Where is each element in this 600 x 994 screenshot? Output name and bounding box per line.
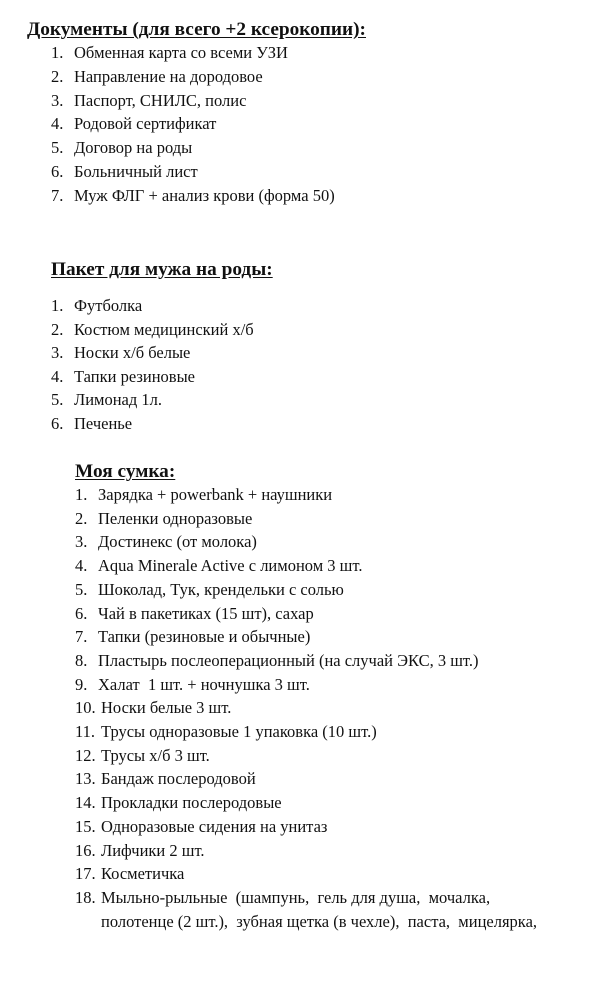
item-number: 3. (51, 90, 64, 110)
item-number: 1. (51, 296, 64, 315)
item-text: Паспорт, СНИЛС, полис (74, 90, 247, 110)
documents-heading: Документы (для всего +2 ксерокопии): (27, 19, 366, 40)
list-item (75, 886, 537, 933)
list-item (75, 649, 537, 673)
list-item (75, 483, 537, 507)
item-text: Aqua Minerale Active с лимоном 3 шт. (98, 556, 363, 576)
item-text: Тапки (резиновые и обычные) (98, 627, 311, 647)
list-item (51, 136, 335, 160)
list-item (75, 507, 537, 531)
item-text: Родовой сертификат (74, 114, 217, 134)
list-item (51, 412, 254, 436)
list-item (75, 862, 537, 886)
item-number: 12. (75, 745, 96, 765)
list-item (75, 815, 537, 839)
item-text: Направление на дородовое (74, 66, 263, 86)
my-bag-list (75, 483, 537, 933)
item-number: 2. (75, 508, 88, 528)
item-text: Чай в пакетиках (15 шт), сахар (98, 603, 314, 623)
item-text: Печенье (74, 413, 133, 433)
item-number: 3. (51, 343, 64, 363)
item-text: Лимонад 1л. (74, 390, 162, 410)
list-item (51, 160, 335, 184)
list-item (75, 578, 537, 602)
list-item (75, 602, 537, 626)
list-item (75, 530, 537, 554)
item-number: 2. (51, 66, 64, 86)
item-number: 15. (75, 816, 96, 836)
husband-pack-list (51, 294, 254, 436)
list-item (75, 767, 537, 791)
item-number: 9. (75, 674, 88, 694)
item-text: Носки белые 3 шт. (101, 698, 232, 718)
item-text: Трусы одноразовые 1 упаковка (10 шт.) (101, 722, 377, 742)
item-text: Одноразовые сидения на унитаз (101, 816, 328, 836)
item-number: 10. (75, 698, 96, 718)
item-text: Зарядка + powerbank + наушники (98, 485, 333, 504)
item-text: Футболка (74, 296, 143, 315)
list-item (75, 744, 537, 768)
list-item (51, 89, 335, 113)
list-item (51, 41, 335, 65)
list-item (51, 365, 254, 389)
item-text: Лифчики 2 шт. (101, 840, 205, 860)
item-text: Достинекс (от молока) (98, 532, 257, 552)
list-item (75, 720, 537, 744)
list-item (75, 625, 537, 649)
item-number: 5. (51, 390, 64, 410)
item-text: Шоколад, Тук, крендельки с солью (98, 579, 344, 599)
documents-list (51, 41, 335, 208)
item-number: 2. (51, 319, 64, 339)
list-item (51, 318, 254, 342)
item-number: 11. (75, 722, 96, 742)
item-number: 1. (75, 485, 88, 504)
item-number: 5. (75, 579, 88, 599)
item-text: Носки х/б белые (74, 343, 191, 363)
list-item (75, 839, 537, 863)
item-text: Больничный лист (74, 161, 198, 181)
list-item (75, 673, 537, 697)
item-number: 4. (75, 556, 88, 576)
item-text: Халат 1 шт. + ночнушка 3 шт. (98, 674, 310, 694)
item-number: 18. (75, 887, 96, 907)
item-number: 14. (75, 793, 96, 813)
item-number: 6. (51, 161, 64, 181)
item-number: 4. (51, 114, 64, 134)
item-text: Мыльно-рыльные (шампунь, гель для душа, мочалка, (101, 887, 491, 907)
item-number: 4. (51, 366, 64, 386)
list-item (75, 791, 537, 815)
item-text: Муж ФЛГ + анализ крови (форма 50) (74, 185, 335, 205)
item-text: Договор на роды (74, 138, 193, 158)
list-item (75, 696, 537, 720)
item-text: Прокладки послеродовые (101, 793, 282, 813)
list-item (51, 112, 335, 136)
list-item (51, 65, 335, 89)
item-text: Бандаж послеродовой (101, 769, 256, 789)
my-bag-heading: Моя сумка: (75, 461, 176, 482)
item-number: 1. (51, 43, 64, 62)
item-number: 6. (51, 413, 64, 433)
item-number: 6. (75, 603, 88, 623)
item-number: 16. (75, 840, 96, 860)
list-item (51, 341, 254, 365)
item-number: 8. (75, 650, 88, 670)
item-number: 13. (75, 769, 96, 789)
item-text: Тапки резиновые (74, 366, 195, 386)
item-number: 5. (51, 138, 64, 158)
husband-pack-heading: Пакет для мужа на роды: (51, 259, 273, 280)
item-text: Пластырь послеоперационный (на случай ЭКС, 3 шт.) (98, 650, 479, 670)
item-number: 3. (75, 532, 88, 552)
item-text: Костюм медицинский х/б (74, 319, 254, 339)
item-number: 17. (75, 864, 96, 884)
item-text: Пеленки одноразовые (98, 508, 253, 528)
list-item (75, 554, 537, 578)
item-text-continuation: полотенце (2 шт.), зубная щетка (в чехле), паста, мицелярка, (101, 911, 538, 931)
list-item (51, 294, 254, 318)
item-text: Обменная карта со всеми УЗИ (74, 43, 288, 62)
list-item (51, 388, 254, 412)
item-number: 7. (75, 627, 88, 647)
item-text: Косметичка (101, 864, 185, 884)
list-item (51, 184, 335, 208)
item-text: Трусы х/б 3 шт. (101, 745, 210, 765)
item-number: 7. (51, 185, 64, 205)
